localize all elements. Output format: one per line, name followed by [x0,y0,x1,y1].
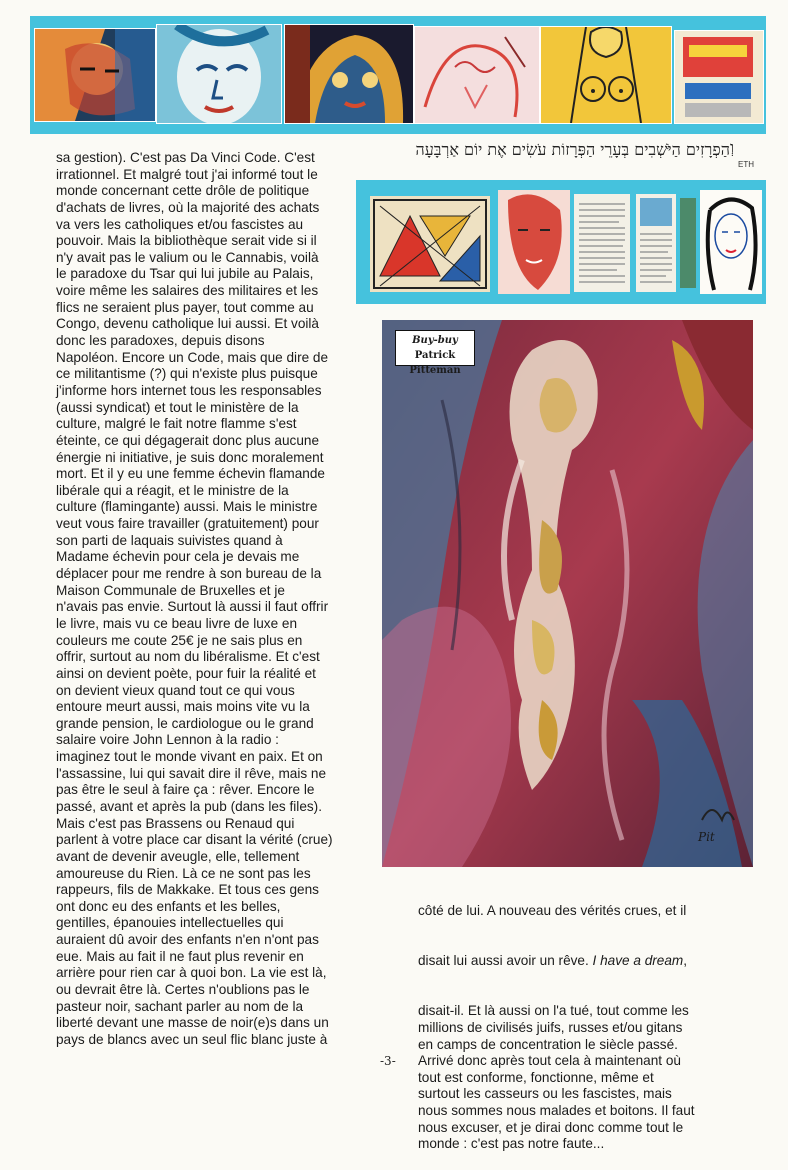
right-line-2-end: , [683,953,688,969]
left-text-line: avant de devenir aveugle, elle, tellement [56,848,300,864]
left-text-line: couleurs me coute 25€ je ne sais plus en [56,632,303,648]
page-number: -3- [380,1054,396,1068]
left-text-line: sa gestion). C'est pas Da Vinci Code. C'est [56,150,315,165]
left-text-line: flics ne seraient plus payer, tout comme au [56,299,314,315]
right-text-line: monde : c'est pas notre faute... [418,1136,605,1152]
left-text-line: culture, malgré le fait notre flamme s'est [56,416,297,432]
banner-painting-1 [34,28,156,122]
right-text-line: millions de civilisés juifs, russes et/ou gitans [418,1019,683,1035]
left-text-line: pas être le seul à faire ça : rêver. Encore le [56,782,315,798]
left-text-line: ainsi on devient poète, pour fuir la réalité et [56,665,316,681]
spread-portrait-sketch [700,190,762,294]
left-text-line: le livre, mais vu ce beau livre de luxe en [56,615,298,631]
left-text-line: ont donc eu des enfants et les belles, [56,898,281,914]
right-line-1: côté de lui. A nouveau des vérités crues, et il [418,903,687,919]
right-text-line: disait-il. Et là aussi on l'a tué, tout comme les [418,1003,689,1019]
eth-tag: ETH [738,160,754,169]
left-text-line: pays de blancs avec un seul flic blanc juste à [56,1031,328,1047]
right-text-line: tout est conforme, fonctionne, même et [418,1069,654,1085]
left-text-line: eue. Mais au fait il ne faut plus revenir en [56,948,304,964]
left-text-line: Mais c'est pas Brassens ou Renaud qui [56,815,295,831]
caption-line-2: Patrick Pitteman [409,350,461,376]
left-text-line: n'y avait pas le valium ou le Cannabis, voilà [56,249,319,265]
banner-painting-4 [414,26,540,124]
left-text-line: offrir, surtout au nom du libéralisme. Et c'est [56,649,320,665]
left-text-line: son parti de laquais suivistes quand à [56,532,283,548]
left-text-line: entoure meurt aussi, mais moins vite vu la [56,699,310,715]
left-text-line: j'informe hors internet tous les responsables [56,382,322,398]
left-text-line: (aussi syndicat) et tout le ministère de la [56,399,299,415]
left-text-line: amoureuse du Rien. Là ce ne sont pas les [56,865,311,881]
left-text-line: auraient dû avoir des enfants n'en n'ont pas [56,932,319,948]
left-text-line: Congo, devenu catholique lui aussi. Et voilà [56,316,319,332]
spread-painting-green [680,198,696,288]
painting-caption [395,330,475,376]
left-text-line: gentilles, épanouies intellectuelles qui [56,915,284,931]
book-spread-banner [356,180,766,304]
left-text-line: ou devrait être là. Certes n'oublions pas le [56,982,310,998]
left-text-line: grande pension, le cardiologue ou le grand [56,715,314,731]
left-text-line: voire même les salaires des militaires et les [56,283,319,299]
left-text-line: monde concernant cette drôle de politique [56,183,310,199]
left-text-line: mort. Et il y eu une femme échevin flamande [56,466,325,482]
spread-text-page-1 [574,194,630,292]
left-text-line: éteinte, ce qui dégagerait donc plus aucune [56,432,320,448]
right-text-column [418,870,738,1170]
left-text-line: culture (flamingante) aussi. Mais le ministre [56,499,318,515]
left-text-line: veut vous faire travailler (gratuitement) pour [56,516,319,532]
hebrew-quote: הַפְרָזִים הַיֹּשְׁבִים בְּעָרֵי הַפְּרָזוֹת עֹשִׂים אֶת יוֹם אַרְבָּעָה [415,140,730,159]
right-text-line: nous sommes nous malades et boitons. Il faut [418,1103,695,1119]
left-text-line: le paradoxe du Tsar qui lui jubile au Palais, [56,266,314,282]
banner-painting-5 [540,26,672,124]
left-text-line: salaire voire John Lennon à la radio : [56,732,279,748]
main-painting [382,320,753,867]
left-text-line: libérale qui a réagit, et le ministre de la [56,482,289,498]
left-text-line: imaginez tout le monde vivant en paix. Et on [56,749,323,765]
left-text-line: va vers les catholiques et/ou fascistes au [56,216,304,232]
right-text-line: Arrivé donc après tout cela à maintenant où [418,1053,681,1069]
top-banner [30,16,766,134]
left-text-line: rappeurs, fils de Makkake. Et tous ces gens [56,882,319,898]
right-text-line: surtout les casseurs ou les fascistes, mais [418,1086,672,1102]
left-text-line: Maison Communale de Bruxelles et je [56,582,285,598]
right-line-2 [418,953,738,970]
left-text-line: irrationnel. Et malgré tout j'ai informé tout le [56,166,318,182]
right-text-line: en camps de concentration le siècle passé. [418,1036,678,1052]
left-text-line: d'achats de livres, où la majorité des achats [56,199,320,215]
spread-painting-triangles [370,196,490,292]
left-text-line: passé, avant et après la pub (dans les files). [56,798,322,814]
left-text-line: ce militantisme (?) qui n'existe plus puisque [56,366,318,382]
right-text-line: nous excuser, et je dirai donc comme tout le [418,1119,684,1135]
painting-signature: Pit [698,830,715,844]
right-column-rest [418,1003,738,1153]
left-text-line: n'avais pas envie. Surtout là aussi il faut offrir [56,599,329,615]
dream-quote: I have a dream [592,953,684,969]
left-text-line: parlent à votre place car disant la vérité (crue) [56,832,333,848]
left-text-line: pasteur noir, sachant parler au nom de la [56,998,304,1014]
left-text-line: énergie ni initiative, je suis donc moralement [56,449,324,465]
left-text-line: l'assassine, lui qui savait dire il rêve, mais ne [56,765,327,781]
left-text-line: pouvoir. Mais la bibliothèque serait vide si il [56,233,317,249]
caption-line-1: Buy-buy [412,335,458,346]
left-text-line: Napoléon. Encore un Code, mais que dire de [56,349,329,365]
banner-painting-3 [284,24,414,124]
left-text-line: arrière pour rien car à quoi bon. La vie est là, [56,965,327,981]
spread-text-page-2 [636,194,676,292]
left-text-line: liberté devant une masse de noir(e)s dans un [56,1015,329,1031]
hebrew-lead: וְ [730,138,735,157]
left-text-line: déplacer pour me rendre à son bureau de la [56,566,322,582]
spread-painting-red-face [498,190,570,294]
left-text-line: donc les paradoxes, depuis disons [56,333,265,349]
right-line-2-start: disait lui aussi avoir un rêve. [418,953,593,969]
banner-painting-2 [156,24,282,124]
left-text-line: Madame échevin pour cela je devais me [56,549,300,565]
banner-painting-6 [674,30,764,124]
left-text-column [56,150,376,1049]
left-text-line: on devient vieux quand tout ce qui vous [56,682,295,698]
